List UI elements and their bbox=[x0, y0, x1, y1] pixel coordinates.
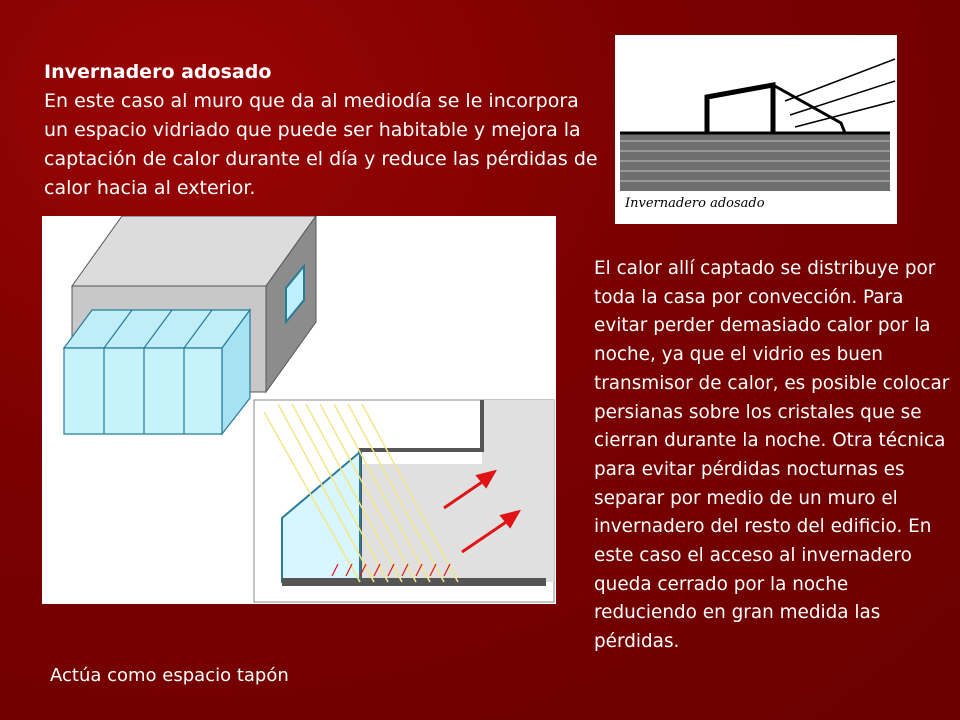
explanation-paragraph: El calor allí captado se distribuye por toda la casa por convección. Para evitar perder demasiado calor por la noche, ya que el vidrio es buen transmisor de calor, es posible colocar persianas sobre los cristales que se cierran durante la noche. Otra técnica para evitar pérdidas nocturnas es separar por medio de un muro el invernadero del resto del edificio. En este caso el acceso al invernadero queda cerrado por la noche reduciendo en gran medida las pérdidas. bbox=[594, 258, 950, 653]
ground-area bbox=[620, 133, 890, 191]
section-detail bbox=[254, 400, 554, 602]
intro-paragraph bbox=[44, 58, 604, 203]
house-wall bbox=[707, 85, 773, 133]
sun-rays bbox=[785, 59, 895, 127]
intro-body: En este caso al muro que da al mediodía se le incorpora un espacio vidriado que puede ser habitable y mejora la captación de calor durante el día y reduce las pérdidas de calor hacia al exterior. bbox=[44, 90, 598, 199]
intro-title: Invernadero adosado bbox=[44, 61, 272, 83]
sketch-label: Invernadero adosado bbox=[625, 196, 765, 211]
greenhouse-illustration bbox=[42, 216, 556, 604]
attached-greenhouse-sketch bbox=[615, 35, 897, 224]
caption: Actúa como espacio tapón bbox=[50, 665, 289, 686]
glass-greenhouse bbox=[64, 310, 250, 434]
